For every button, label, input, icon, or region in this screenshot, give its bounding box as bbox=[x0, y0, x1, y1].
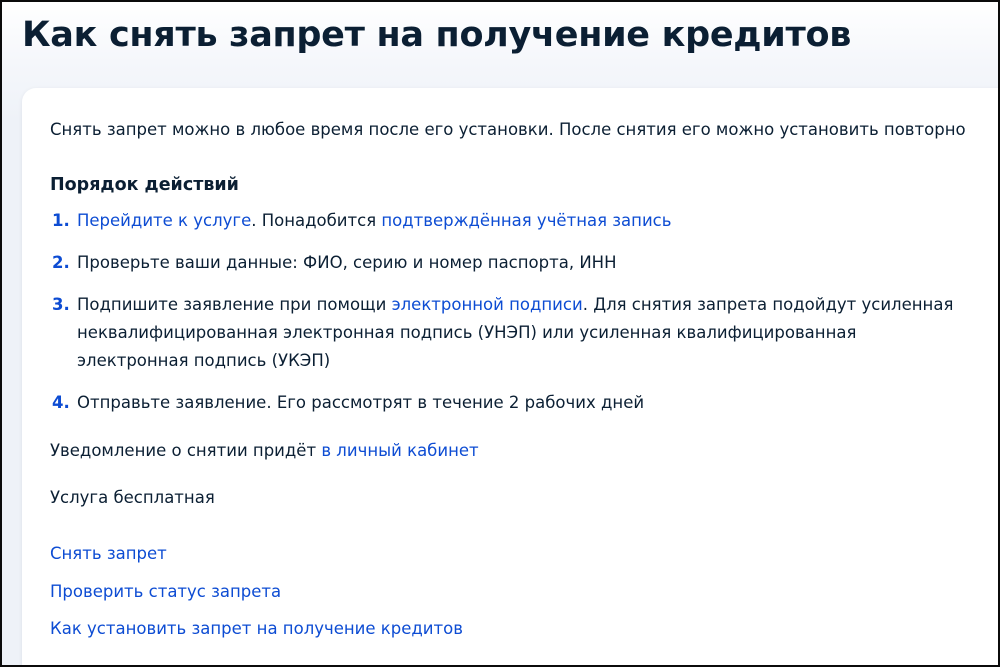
step-number: 1. bbox=[52, 211, 70, 230]
step-text: Отправьте заявление. Его рассмотрят в течение 2 рабочих дней bbox=[77, 393, 645, 412]
remove-ban-link[interactable]: Снять запрет bbox=[50, 544, 167, 563]
electronic-signature-link[interactable]: электронной подписи bbox=[391, 295, 583, 314]
procedure-steps bbox=[50, 207, 970, 431]
step-number: 3. bbox=[52, 295, 70, 314]
action-links bbox=[50, 540, 463, 653]
check-ban-status-link[interactable]: Проверить статус запрета bbox=[50, 581, 282, 601]
step-text: Подпишите заявление при помощи bbox=[77, 295, 392, 314]
action-link-item bbox=[50, 540, 463, 568]
personal-account-link[interactable]: в личный кабинет bbox=[321, 441, 479, 460]
step-number: 2. bbox=[52, 253, 70, 272]
notification-label: Уведомление о снятии придёт bbox=[50, 441, 322, 460]
notification-text bbox=[50, 437, 479, 465]
action-link-item bbox=[50, 615, 463, 643]
step-text: . Для снятия запрета подойдут усиленная неквалифицированная электронная подпись (УНЭП) или усиленная квалифицированная электронная подпись (УКЭП) bbox=[77, 295, 954, 370]
action-link-item bbox=[50, 578, 463, 606]
step-item-2 bbox=[50, 249, 970, 277]
step-item-4 bbox=[50, 389, 970, 417]
step-number: 4. bbox=[52, 393, 70, 412]
step-text: . Понадобится bbox=[251, 211, 382, 230]
step-text: Проверьте ваши данные: ФИО, серию и номер паспорта, ИНН bbox=[77, 253, 617, 272]
step-item-3 bbox=[50, 291, 970, 375]
procedure-heading: Порядок действий bbox=[50, 175, 239, 195]
content-card bbox=[22, 88, 1000, 667]
go-to-service-link[interactable]: Перейдите к услуге bbox=[77, 211, 252, 230]
how-to-set-ban-link[interactable]: Как установить запрет на получение кредитов bbox=[50, 619, 463, 638]
page-title: Как снять запрет на получение кредитов bbox=[22, 15, 852, 55]
intro-text: Снять запрет можно в любое время после его установки. После снятия его можно установить повторно bbox=[50, 120, 966, 139]
free-service-note: Услуга бесплатная bbox=[50, 488, 215, 507]
step-item-1 bbox=[50, 207, 970, 235]
verified-account-link[interactable]: подтверждённая учётная запись bbox=[381, 211, 672, 230]
